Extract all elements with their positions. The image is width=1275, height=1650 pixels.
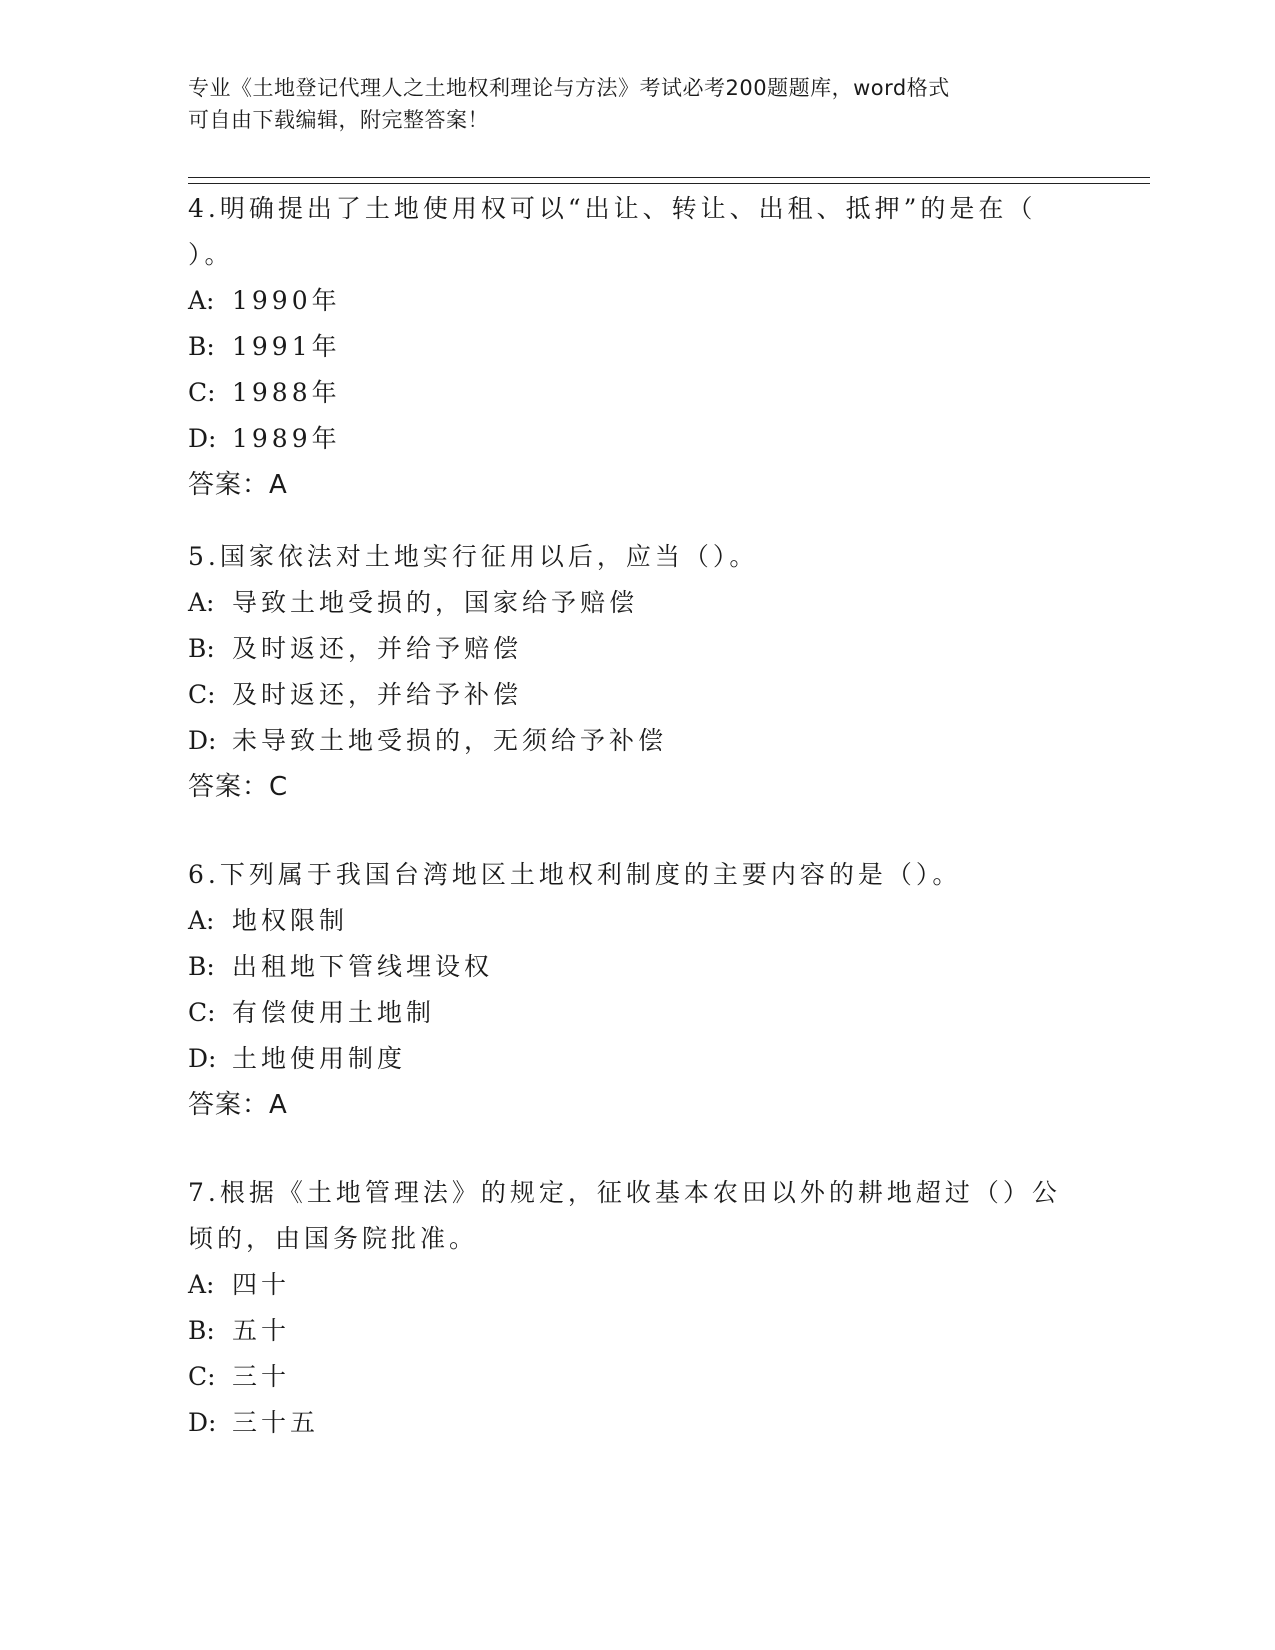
- option-a: [188, 1262, 1068, 1308]
- header-divider-bottom: [188, 183, 1150, 184]
- option-text: 导致土地受损的，国家给予赔偿: [232, 588, 639, 617]
- option-a: [188, 278, 1068, 324]
- option-a: [188, 898, 1068, 944]
- option-d: [188, 416, 1068, 462]
- option-text: 1988年: [232, 378, 341, 407]
- option-letter: C:: [188, 998, 216, 1027]
- option-letter: A:: [188, 588, 215, 617]
- option-letter: A:: [188, 906, 215, 935]
- question-stem: 7.根据《土地管理法》的规定，征收基本农田以外的耕地超过（）公: [188, 1178, 1061, 1207]
- answer: 答案：C: [188, 772, 289, 802]
- option-text: 1990年: [232, 286, 341, 315]
- question-stem: 6.下列属于我国台湾地区土地权利制度的主要内容的是（）。: [188, 860, 962, 889]
- question-stem-continued: ）。: [188, 240, 234, 269]
- option-text: 有偿使用土地制: [232, 998, 436, 1027]
- option-b: [188, 944, 1068, 990]
- option-text: 1991年: [232, 332, 341, 361]
- option-letter: C:: [188, 680, 216, 709]
- option-letter: D:: [188, 726, 217, 755]
- question-5: [188, 534, 1068, 810]
- option-letter: B:: [188, 634, 215, 663]
- option-a: [188, 580, 1068, 626]
- option-d: [188, 718, 1068, 764]
- question-stem: 4.明确提出了土地使用权可以“出让、转让、出租、抵押”的是在（: [188, 194, 1037, 223]
- header-line-1: 专业《土地登记代理人之土地权利理论与方法》考试必考200题题库，word格式: [188, 76, 950, 100]
- option-text: 地权限制: [232, 906, 349, 935]
- option-text: 土地使用制度: [232, 1044, 407, 1073]
- option-text: 未导致土地受损的，无须给予补偿: [232, 726, 668, 755]
- question-7: [188, 1170, 1068, 1446]
- question-stem-continued: 顷的，由国务院批准。: [188, 1224, 479, 1253]
- document-header: [188, 72, 1068, 136]
- option-letter: C:: [188, 1362, 216, 1391]
- option-letter: A:: [188, 1270, 215, 1299]
- option-c: [188, 1354, 1068, 1400]
- option-c: [188, 370, 1068, 416]
- option-text: 及时返还，并给予赔偿: [232, 634, 523, 663]
- option-letter: B:: [188, 952, 215, 981]
- option-text: 出租地下管线埋设权: [232, 952, 494, 981]
- option-text: 1989年: [232, 424, 341, 453]
- option-letter: D:: [188, 1408, 217, 1437]
- option-letter: B:: [188, 332, 215, 361]
- option-c: [188, 990, 1068, 1036]
- answer: 答案：A: [188, 470, 288, 500]
- option-letter: A:: [188, 286, 215, 315]
- option-letter: D:: [188, 424, 217, 453]
- question-4: [188, 186, 1068, 508]
- option-b: [188, 626, 1068, 672]
- option-text: 及时返还，并给予补偿: [232, 680, 523, 709]
- header-divider-top: [188, 177, 1150, 178]
- option-text: 四十: [232, 1270, 291, 1299]
- option-d: [188, 1400, 1068, 1446]
- option-d: [188, 1036, 1068, 1082]
- question-6: [188, 852, 1068, 1128]
- option-text: 五十: [232, 1316, 291, 1345]
- option-text: 三十五: [232, 1408, 320, 1437]
- option-text: 三十: [232, 1362, 291, 1391]
- option-b: [188, 324, 1068, 370]
- option-letter: D:: [188, 1044, 217, 1073]
- option-letter: C:: [188, 378, 216, 407]
- option-b: [188, 1308, 1068, 1354]
- question-stem: 5.国家依法对土地实行征用以后，应当（）。: [188, 542, 759, 571]
- option-letter: B:: [188, 1316, 215, 1345]
- answer: 答案：A: [188, 1090, 288, 1120]
- header-line-2: 可自由下载编辑，附完整答案！: [188, 108, 489, 132]
- option-c: [188, 672, 1068, 718]
